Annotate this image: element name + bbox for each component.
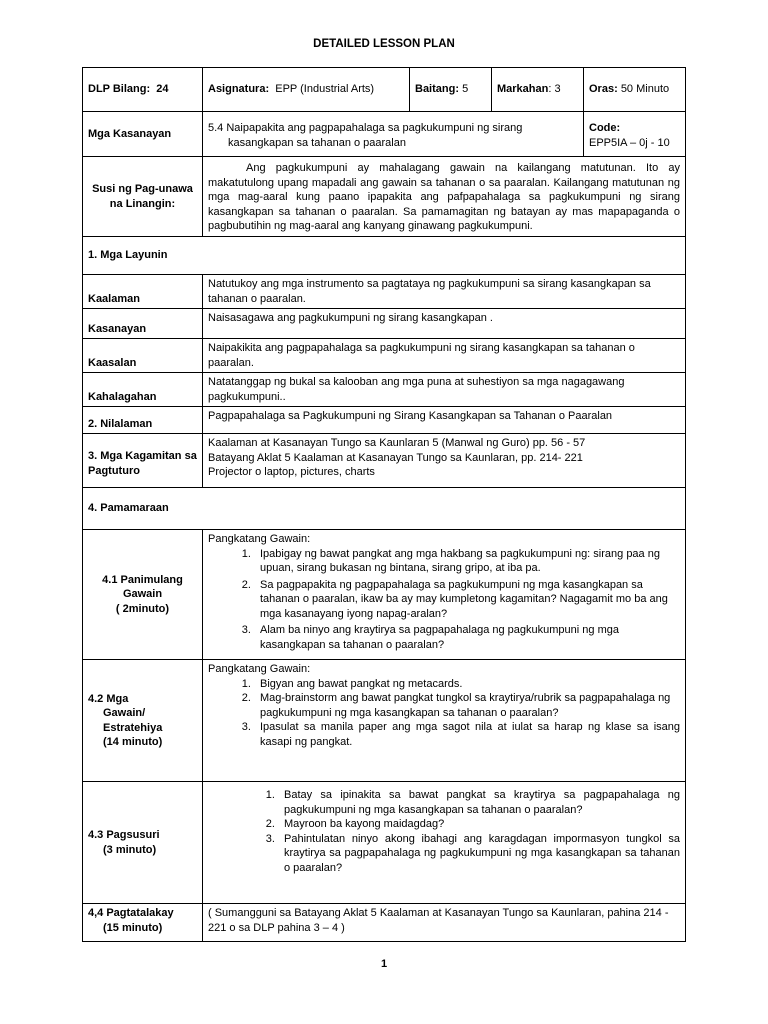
materials-text (203, 434, 686, 488)
list-item: 1. Bigyan ang bawat pangkat ng metacards. (254, 677, 680, 692)
skills-text: Naisasagawa ang pagkukumpuni ng sirang kasangkapan . (203, 309, 686, 339)
quarter-cell (492, 68, 584, 112)
list-item: 2. Sa pagpapakita ng pagpapahalaga sa pagkukumpuni ng mga kasangkapan sa tahanan o paaralan, ikaw ba ay may kumpletong kagamitan? Nagagamit mo ba ang mga kasanayang iyong napag-aralan? (254, 578, 680, 622)
materials-line1: Kaalaman at Kasanayan Tungo sa Kaunlaran 5 (Manwal ng Guro) pp. 56 - 57 (208, 437, 586, 449)
page-number: 1 (380, 958, 388, 970)
materials-row (83, 434, 686, 488)
p42-list (208, 677, 680, 750)
p44-row (83, 904, 686, 942)
p44-text: ( Sumangguni sa Batayang Aklat 5 Kaalaman at Kasanayan Tungo sa Kaunlaran, pahina 214 - 221 o sa DLP pahina 3 – 4 ) (203, 904, 686, 942)
attitude-label: Kaasalan (83, 339, 203, 373)
document-title: DETAILED LESSON PLAN (313, 38, 455, 50)
materials-line2: Batayang Aklat 5 Kaalaman at Kasanayan Tungo sa Kaunlaran, pp. 214- 221 (208, 451, 583, 464)
p43-label: 4.3 Pagsusuri (3 minuto) (83, 782, 203, 904)
key-understanding-row (83, 157, 686, 237)
p43-content (203, 782, 686, 904)
grade-value: 5 (462, 83, 469, 96)
materials-line3: Projector o laptop, pictures, charts (208, 466, 375, 478)
p43-list (208, 788, 680, 875)
objectives-heading-row (83, 237, 686, 275)
p42-intro: Pangkatang Gawain: (208, 663, 311, 675)
dlp-value: 24 (156, 83, 169, 96)
list-item: 1. Batay sa ipinakita sa bawat pangkat sa kraytirya sa pagpapahalaga ng pagkukumpuni ng mga kasangkapan sa tahanan o paaralan? (278, 788, 680, 817)
list-item: 2. Mag-brainstorm ang bawat pangkat tungkol sa kraytirya/rubrik sa pagpapahalaga ng pagkukumpuni ng mga kasangkapan sa tahanan o paaralan? (254, 691, 680, 720)
knowledge-label: Kaalaman (83, 275, 203, 309)
code-cell (584, 112, 686, 157)
content-row (83, 407, 686, 434)
time-cell (584, 68, 686, 112)
p43-row (83, 782, 686, 904)
skills-label: Kasanayan (83, 309, 203, 339)
p41-content (203, 530, 686, 660)
competency-line1: 5.4 Naipapakita ang pagpapahalaga sa pagkukumpuni ng sirang (208, 122, 523, 134)
procedure-heading: 4. Pamamaraan (83, 488, 686, 530)
attitude-text: Naipakikita ang pagpapahalaga sa pagkukumpuni ng sirang kasangkapan sa tahanan o paaralan. (203, 339, 686, 373)
values-label: Kahalagahan (83, 373, 203, 407)
p42-label: 4.2 Mga Gawain/ Estratehiya (14 minuto) (83, 660, 203, 782)
content-label: 2. Nilalaman (83, 407, 203, 434)
p41-label: 4.1 Panimulang Gawain ( 2minuto) (83, 530, 203, 660)
values-row (83, 373, 686, 407)
subject-label: Asignatura: (208, 83, 270, 96)
p42-row (83, 660, 686, 782)
materials-label: 3. Mga Kagamitan sa Pagtuturo (83, 434, 203, 488)
p41-row (83, 530, 686, 660)
code-value: EPP5IA – 0j - 10 (589, 136, 670, 149)
list-item: 3. Pahintulatan ninyo akong ibahagi ang karagdagan impormasyon tungkol sa kraytirya sa pagpapahalaga ng pagkukumpuni ng mga kasangkapan sa tahanan o paaralan? (278, 832, 680, 876)
competency-row (83, 112, 686, 157)
knowledge-row (83, 275, 686, 309)
knowledge-text: Natutukoy ang mga instrumento sa pagtataya ng pagkukumpuni sa sirang kasangkapan sa tahanan o paaralan. (203, 275, 686, 309)
quarter-value: : 3 (548, 83, 561, 96)
dlp-label: DLP Bilang: (88, 83, 151, 96)
time-value: 50 Minuto (620, 83, 670, 96)
p42-content (203, 660, 686, 782)
p44-label: 4,4 Pagtatalakay (15 minuto) (83, 904, 203, 942)
grade-label: Baitang: (415, 83, 459, 96)
content-text: Pagpapahalaga sa Pagkukumpuni ng Sirang Kasangkapan sa Tahanan o Paaralan (203, 407, 686, 434)
subject-value: EPP (Industrial Arts) (275, 83, 375, 96)
quarter-label: Markahan (497, 83, 549, 96)
key-understanding-text: Ang pagkukumpuni ay mahalagang gawain na kailangang matutunan. Ito ay makatutulong upang mapadali ang gawain sa tahanan o sa paaralan. Kailangang matutunan ng mga mag-aaral kung paano ipapakita ang pafpapahalaga sa pagkukumpuni ng sirang kasangkapan sa tahanan o paaralan. Sa pamamagitan ng batayan ay mas mapapaganda o pagbubutihin ng mag-aaral ang kanyang ginawang pagkukumpuni. (203, 157, 686, 237)
list-item: 3. Ipasulat sa manila paper ang mga sagot nila at iulat sa harap ng klase sa isang kasapi ng pangkat. (254, 720, 680, 749)
code-label: Code: (589, 122, 621, 134)
list-item: 1. Ipabigay ng bawat pangkat ang mga hakbang sa pagkukumpuni ng: sirang paa ng upuan, sirang bukasan ng bintana, sirang gripo, at iba pa. (254, 547, 680, 576)
attitude-row (83, 339, 686, 373)
p41-list (208, 547, 680, 653)
list-item: 3. Alam ba ninyo ang kraytirya sa pagpapahalaga ng pagkukumpuni ng mga kasangkapan sa tahanan o paaralan? (254, 623, 680, 652)
values-text: Natatanggap ng bukal sa kalooban ang mga puna at suhestiyon sa mga nagagawang pagkukumpuni.. (203, 373, 686, 407)
competency-line2: kasangkapan sa tahanan o paaralan (228, 136, 406, 149)
dlp-cell (83, 68, 203, 112)
p41-intro: Pangkatang Gawain: (208, 533, 311, 545)
competency-label: Mga Kasanayan (83, 112, 203, 157)
procedure-heading-row (83, 488, 686, 530)
skills-row (83, 309, 686, 339)
time-label: Oras: (589, 83, 618, 96)
header-row (83, 68, 686, 112)
key-understanding-label: Susi ng Pag-unawa na Linangin: (83, 157, 203, 237)
lesson-plan-table (82, 67, 686, 942)
grade-cell (410, 68, 492, 112)
subject-cell (203, 68, 410, 112)
list-item: 2. Mayroon ba kayong maidagdag? (278, 817, 680, 832)
objectives-heading: 1. Mga Layunin (83, 237, 686, 275)
competency-text (203, 112, 584, 157)
